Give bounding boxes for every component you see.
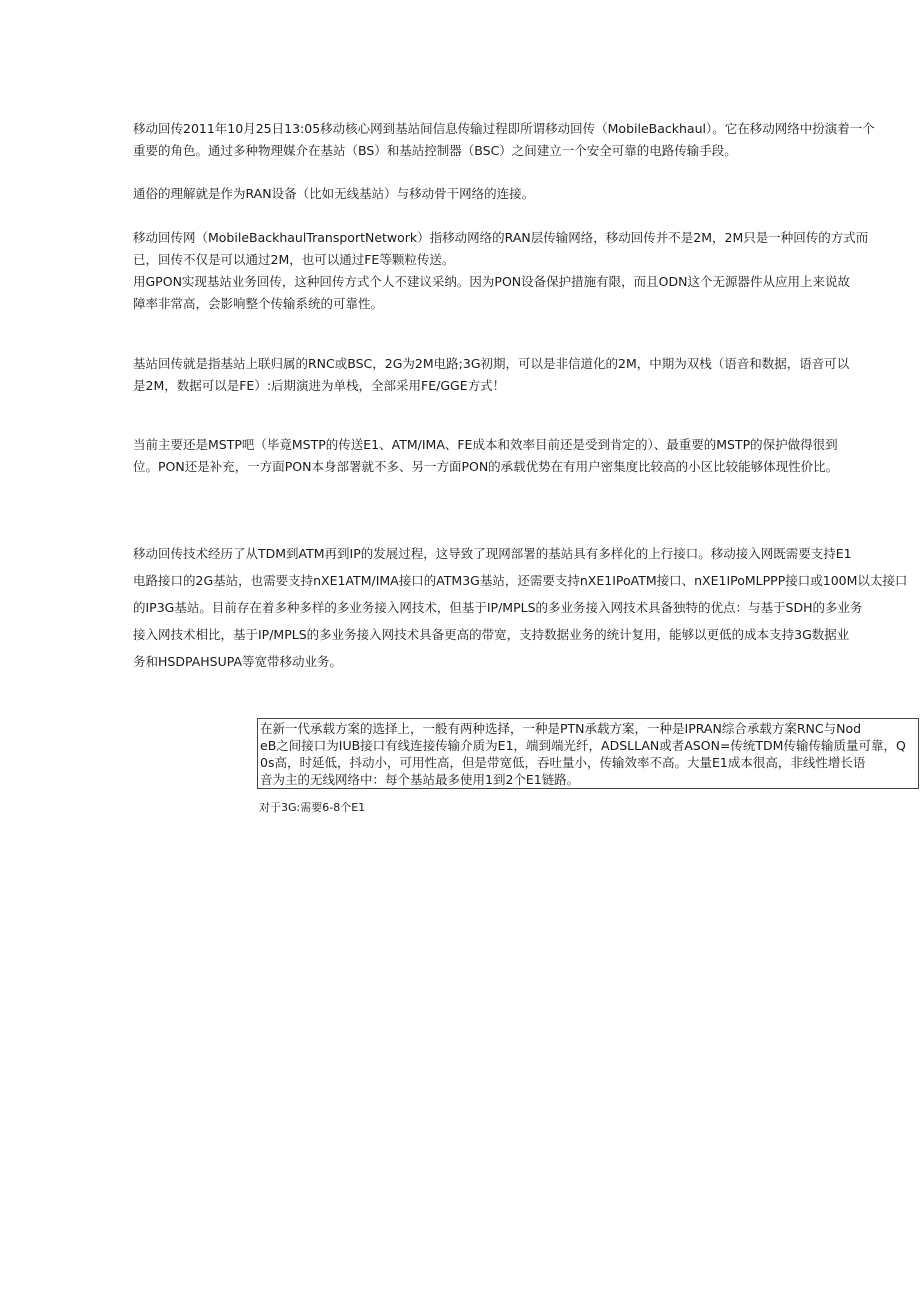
text-line: 0s高，时延低，抖动小，可用性高，但是带宽低，吞吐量小，传输效率不高。大量E1成本很高，非线性增长语: [260, 755, 866, 770]
paragraph-backhaul-transport-network: [133, 227, 918, 315]
paragraph-plain-explanation: [133, 183, 918, 205]
text-line: eB之间接口为IUB接口有线连接传输介质为E1，端到端光纤，ADSLLAN或者ASON=传统TDM传输传输质量可靠，Q: [260, 738, 906, 753]
text-line: 电路接口的2G基站，也需要支持nXE1ATM/IMA接口的ATM3G基站，还需要支持nXE1IPoATM接口、nXE1IPoMLPPP接口或100M以太接口: [133, 573, 908, 588]
text-line: 移动回传网（MobileBackhaulTransportNetwork）指移动网络的RAN层传输网络，移动回传并不是2M，2M只是一种回传的方式而: [133, 230, 869, 245]
paragraph-base-station-backhaul: [133, 353, 918, 397]
note-3g-e1: 对于3G:需要6-8个E1: [259, 801, 366, 814]
text-line: 位。PON还是补充，一方面PON本身部署就不多、另一方面PON的承载优势在有用户密集度比较高的小区比较能够体现性价比。: [133, 459, 839, 474]
text-line: 移动回传技术经历了从TDM到ATM再到IP的发展过程，这导致了现网部署的基站具有多样化的上行接口。移动接入网既需要支持E1: [133, 546, 852, 561]
bordered-text-box: [257, 718, 919, 789]
paragraph-backhaul-evolution: [133, 540, 918, 675]
text-line: 在新一代承载方案的选择上，一般有两种选择，一种是PTN承载方案，一种是IPRAN综合承载方案RNC与Nod: [260, 721, 862, 736]
text-line: 接入网技术相比，基于IP/MPLS的多业务接入网技术具备更高的带宽，支持数据业务的统计复用，能够以更低的成本支持3G数据业: [133, 627, 850, 642]
text-line: 移动回传2011年10月25日13:05移动核心网到基站间信息传输过程即所谓移动回传（MobileBackhaul）。它在移动网络中扮演着一个: [133, 121, 875, 136]
text-line: 障率非常高，会影响整个传输系统的可靠性。: [133, 296, 384, 311]
text-line: 基站回传就是指基站上联归属的RNC或BSC，2G为2M电路;3G初期，可以是非信道化的2M，中期为双栈（语音和数据，语音可以: [133, 356, 850, 371]
text-line: 的IP3G基站。目前存在着多种多样的多业务接入网技术，但基于IP/MPLS的多业务接入网技术具备独特的优点：与基于SDH的多业务: [133, 600, 863, 615]
paragraph-mstp-pon: [133, 434, 918, 478]
paragraph-mobile-backhaul-definition: [133, 118, 918, 162]
text-line: 是2M，数据可以是FE）:后期演进为单栈，全部采用FE/GGE方式！: [133, 378, 506, 393]
text-line: 务和HSDPAHSUPA等宽带移动业务。: [133, 654, 343, 669]
text-line: 已，回传不仅是可以通过2M，也可以通过FE等颗粒传送。: [133, 252, 455, 267]
text-line: 重要的角色。通过多种物理媒介在基站（BS）和基站控制器（BSC）之间建立一个安全可靠的电路传输手段。: [133, 143, 737, 158]
text-line: 音为主的无线网络中：每个基站最多使用1到2个E1链路。: [260, 772, 580, 787]
text-line: 通俗的理解就是作为RAN设备（比如无线基站）与移动骨干网络的连接。: [133, 186, 535, 201]
text-line: 用GPON实现基站业务回传，这种回传方式个人不建议采纳。因为PON设备保护措施有限，而且ODN这个无源器件从应用上来说故: [133, 274, 850, 289]
text-line: 当前主要还是MSTP吧（毕竟MSTP的传送E1、ATM/IMA、FE成本和效率目前还是受到肯定的）、最重要的MSTP的保护做得很到: [133, 437, 838, 452]
